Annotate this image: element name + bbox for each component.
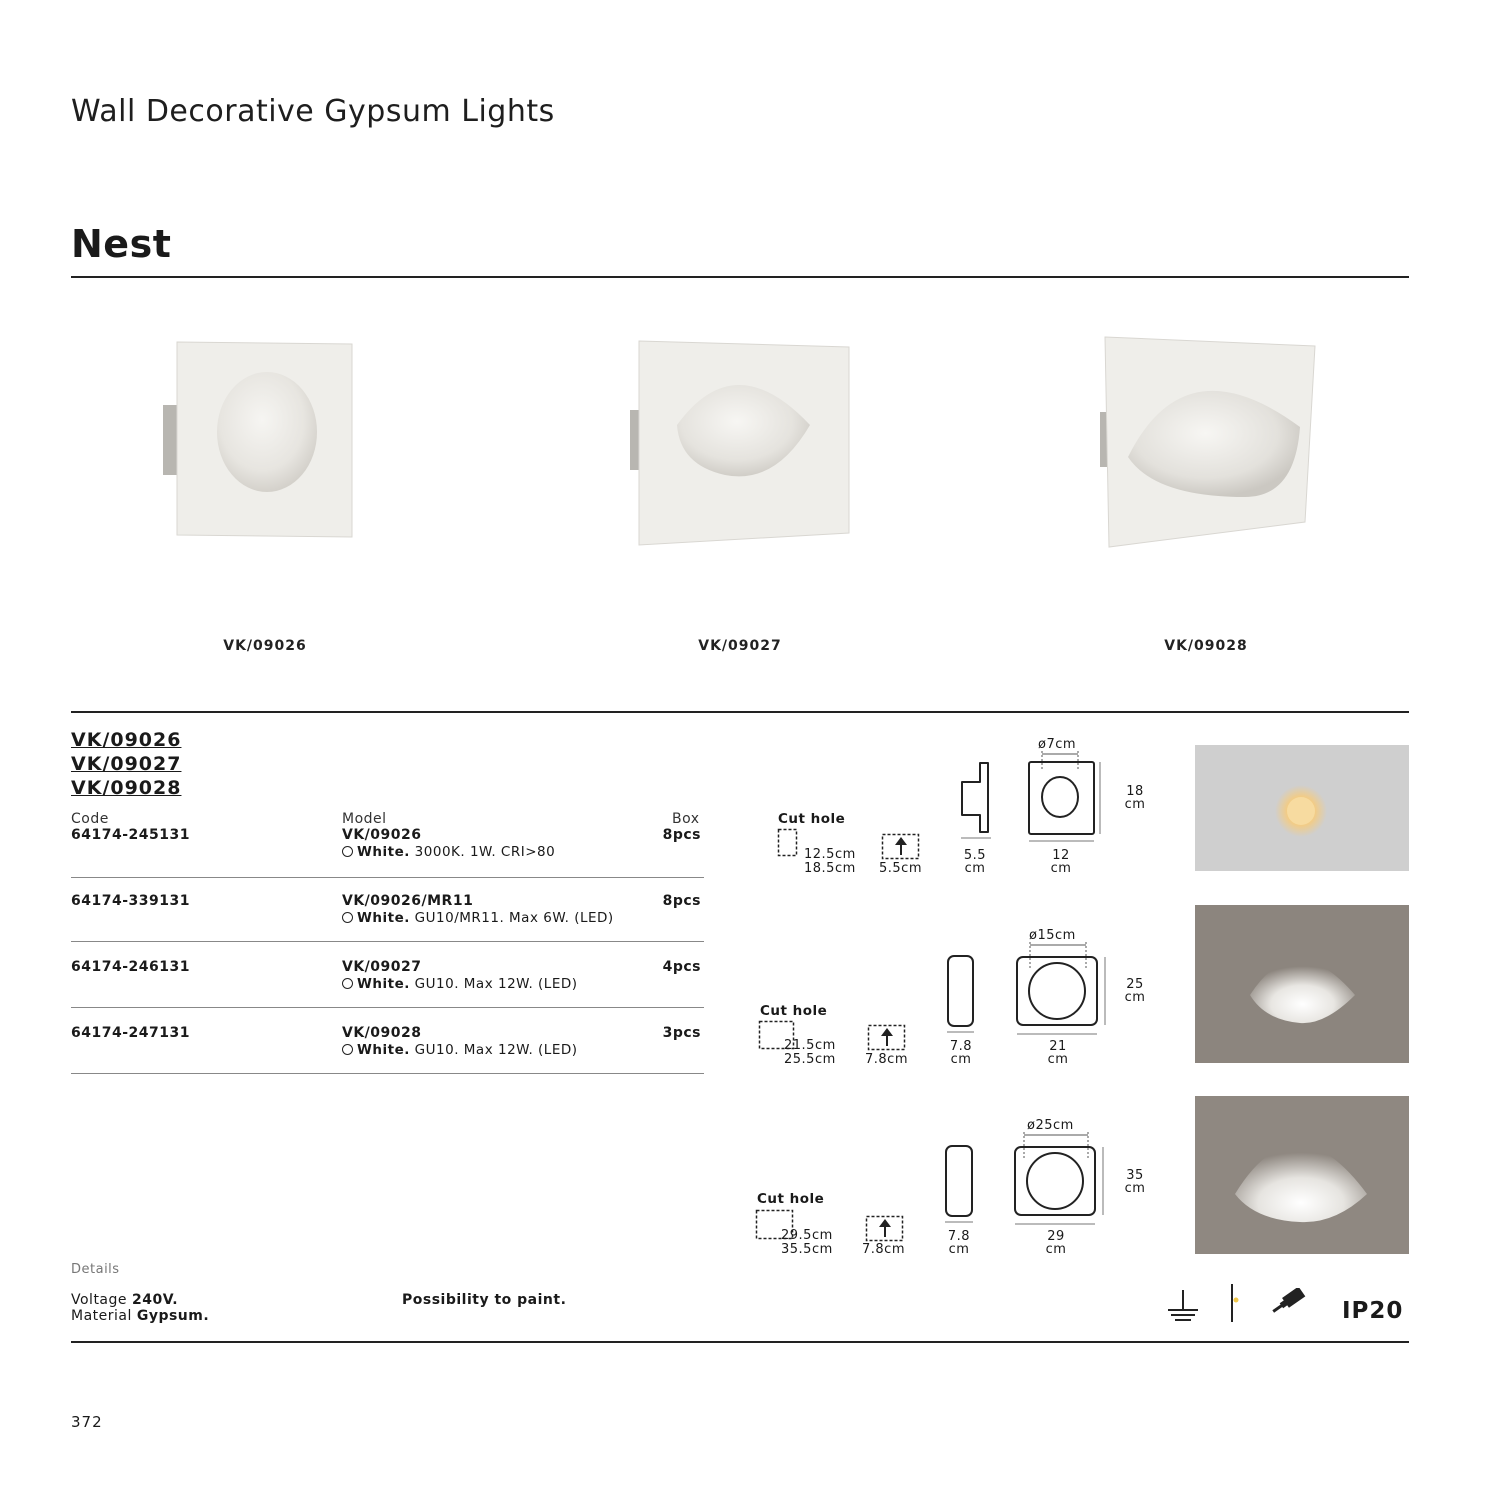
row-color: White. [357,1042,410,1058]
footer-divider [71,1341,1409,1343]
product-image-vk09026 [155,335,365,545]
installation-indicator-icon [1226,1282,1240,1324]
cut-hole-width: 21.5cm [784,1038,836,1053]
installed-photo-vk09026 [1195,745,1409,871]
table-header-code: Code [71,811,109,827]
row-divider [71,877,704,878]
row-color: White. [357,976,410,992]
details-label: Details [71,1262,120,1277]
product-caption-3: VK/09028 [1164,638,1248,654]
cut-hole-icon [777,828,807,858]
cut-hole-height: 25.5cm [784,1052,836,1067]
depth-arrow-icon [881,833,921,861]
side-depth-dim: 7.8 cm [949,1039,973,1067]
row-spec: GU10/MR11. Max 6W. (LED) [414,910,614,926]
cut-hole-height: 35.5cm [781,1242,833,1257]
side-profile-drawing [941,1143,979,1225]
depth-value: 7.8cm [862,1242,905,1257]
height-dim: 35 cm [1124,1168,1146,1196]
images-divider [71,711,1409,713]
side-depth-dim: 7.8 cm [947,1229,971,1257]
cut-hole-label: Cut hole [760,1003,828,1019]
width-dim: 12 cm [1050,848,1072,876]
table-header-box: Box [672,811,700,827]
width-dim: 29 cm [1045,1229,1067,1257]
row-box: 3pcs [662,1025,701,1041]
height-dim: 25 cm [1124,977,1146,1005]
product-caption-2: VK/09027 [698,638,782,654]
installed-photo-vk09027 [1195,905,1409,1063]
table-header-model: Model [342,811,387,827]
hole-diameter-dim: ø7cm [1038,737,1077,752]
height-dim: 18 cm [1124,784,1146,812]
model-code: VK/09027 [71,753,182,775]
cut-hole-height: 18.5cm [804,861,856,876]
voltage-spec: Voltage 240V. [71,1292,179,1308]
width-dim: 21 cm [1047,1039,1069,1067]
cut-hole-width: 12.5cm [804,847,856,862]
color-swatch-icon [342,978,353,989]
cut-hole-label: Cut hole [778,811,846,827]
cut-hole-label: Cut hole [757,1191,825,1207]
model-code: VK/09028 [71,777,182,799]
row-divider [71,941,704,942]
title-divider [71,276,1409,278]
cut-hole-width: 29.5cm [781,1228,833,1243]
section-title: Wall Decorative Gypsum Lights [71,94,555,129]
row-model: VK/09028 [342,1025,422,1041]
side-profile-drawing [943,953,979,1035]
color-swatch-icon [342,912,353,923]
hole-diameter-dim: ø25cm [1027,1118,1074,1133]
row-box: 8pcs [662,827,701,843]
product-image-vk09028 [1095,332,1325,554]
row-code: 64174-245131 [71,827,190,843]
row-description [342,976,578,992]
model-codes-heading [71,728,181,800]
depth-value: 5.5cm [879,861,922,876]
installed-photo-vk09028 [1195,1096,1409,1254]
product-caption-1: VK/09026 [223,638,307,654]
row-spec: GU10. Max 12W. (LED) [414,1042,578,1058]
row-color: White. [357,844,410,860]
depth-value: 7.8cm [865,1052,908,1067]
material-spec: Material Gypsum. [71,1308,210,1324]
ground-symbol-icon [1165,1288,1201,1324]
color-swatch-icon [342,846,353,857]
row-box: 4pcs [662,959,701,975]
row-code: 64174-246131 [71,959,190,975]
row-spec: 3000K. 1W. CRI>80 [414,844,556,860]
row-model: VK/09027 [342,959,422,975]
row-color: White. [357,910,410,926]
family-title: Nest [71,222,172,266]
depth-arrow-icon [867,1024,907,1052]
page-number: 372 [71,1413,103,1431]
front-view-drawing [1022,750,1132,848]
color-swatch-icon [342,1044,353,1055]
side-profile-drawing [955,760,1000,842]
row-code: 64174-339131 [71,893,190,909]
side-depth-dim: 5.5 cm [963,848,987,876]
row-code: 64174-247131 [71,1025,190,1041]
row-box: 8pcs [662,893,701,909]
model-code: VK/09026 [71,729,182,751]
row-model: VK/09026/MR11 [342,893,474,909]
row-description [342,844,555,860]
paint-note: Possibility to paint. [402,1292,567,1308]
ip-rating: IP20 [1342,1298,1404,1324]
row-description [342,910,614,926]
hole-diameter-dim: ø15cm [1029,928,1076,943]
row-divider [71,1007,704,1008]
row-description [342,1042,578,1058]
row-model: VK/09026 [342,827,422,843]
depth-arrow-icon [865,1215,905,1243]
paint-brush-icon [1272,1288,1318,1324]
row-spec: GU10. Max 12W. (LED) [414,976,578,992]
product-image-vk09027 [625,335,860,555]
row-divider [71,1073,704,1074]
